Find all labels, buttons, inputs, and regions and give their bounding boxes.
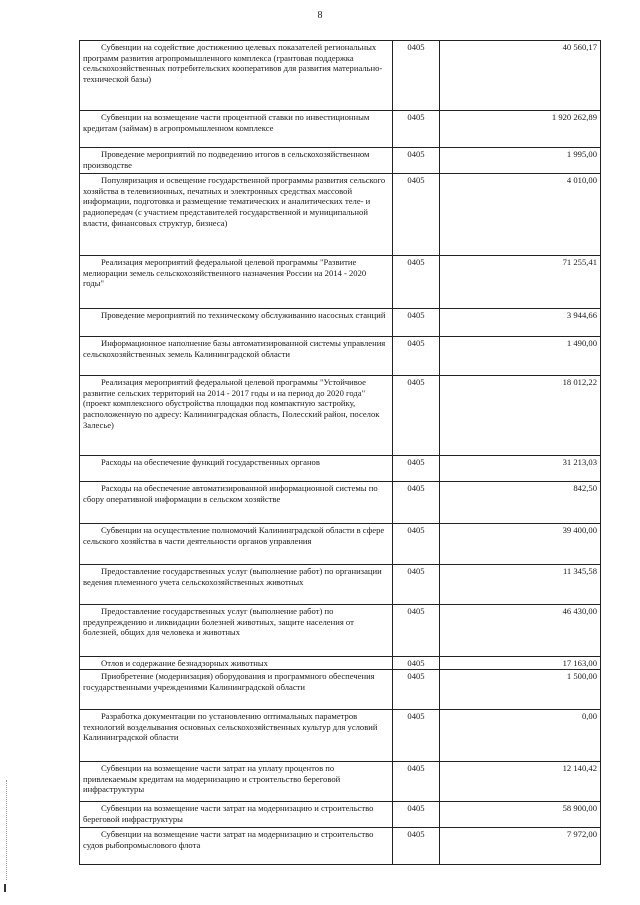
row-name-cell — [80, 670, 393, 710]
row-amount-cell: 4 010,00 — [440, 174, 601, 256]
budget-table — [79, 40, 601, 865]
row-name: Расходы на обеспечение автоматизированной информационной системы по сбору оперативной информации в сельском хозяйстве — [83, 483, 378, 504]
row-name: Субвенции на возмещение части затрат на уплату процентов по привлекаемым кредитам на модернизацию и строительство береговой инфраструктуры — [83, 763, 341, 795]
row-amount-cell: 17 163,00 — [440, 657, 601, 670]
row-name-cell — [80, 710, 393, 762]
row-amount-cell: 1 500,00 — [440, 670, 601, 710]
row-code-cell: 0405 — [393, 256, 440, 309]
row-name-cell — [80, 802, 393, 828]
row-name: Приобретение (модернизация) оборудования и программного обеспечения государственными учреждениями Калининградской области — [83, 671, 375, 692]
row-code-cell: 0405 — [393, 762, 440, 802]
margin-tick-mark — [4, 884, 6, 892]
page-number: 8 — [317, 10, 323, 21]
row-code-cell: 0405 — [393, 309, 440, 337]
row-amount-cell: 1 995,00 — [440, 148, 601, 174]
row-code-cell: 0405 — [393, 41, 440, 111]
table-row — [80, 828, 601, 865]
row-name: Расходы на обеспечение функций государственных органов — [101, 457, 320, 467]
row-code-cell: 0405 — [393, 456, 440, 482]
row-name-cell — [80, 828, 393, 865]
row-name-cell — [80, 41, 393, 111]
row-name-cell — [80, 482, 393, 524]
row-amount-cell: 3 944,66 — [440, 309, 601, 337]
row-name: Предоставление государственных услуг (выполнение работ) по предупреждению и ликвидации болезней животных, защите населения от болезней, общих для человека и животных — [83, 606, 354, 638]
row-code-cell: 0405 — [393, 337, 440, 376]
table-row — [80, 762, 601, 802]
row-name: Реализация мероприятий федеральной целевой программы "Устойчивое развитие сельских территорий на 2014 - 2017 годы и на период до 2020 года" (проект комплексного обустройства площадки под компактную застройку, расположенную по адресу: Калининградская область, Полесский район, поселок Залесье) — [83, 377, 380, 430]
row-amount-cell: 11 345,58 — [440, 565, 601, 605]
table-row — [80, 565, 601, 605]
row-name-cell — [80, 256, 393, 309]
row-name: Разработка документации по установлению оптимальных параметров технологий возделывания основных сельскохозяйственных культур для условий Калининградской области — [83, 711, 378, 743]
row-amount-cell: 39 400,00 — [440, 524, 601, 565]
row-name-cell — [80, 456, 393, 482]
table-row — [80, 657, 601, 670]
row-name-cell — [80, 148, 393, 174]
row-name-cell — [80, 524, 393, 565]
row-name: Популяризация и освещение государственной программы развития сельского хозяйства в телевизионных, печатных и электронных средствах массовой информации, подготовка и размещение тематических и аналитических теле- и радиопередач (с участием представителей государственной и муниципальной власти, финансовых структур, бизнеса) — [83, 175, 386, 228]
row-name: Предоставление государственных услуг (выполнение работ) по организации ведения племенного учета сельскохозяйственных животных — [83, 566, 382, 587]
row-name: Проведение мероприятий по подведению итогов в сельскохозяйственном производстве — [83, 149, 370, 170]
row-code-cell: 0405 — [393, 524, 440, 565]
row-name: Отлов и содержание безнадзорных животных — [101, 658, 268, 668]
row-name-cell — [80, 605, 393, 657]
row-amount-cell: 1 490,00 — [440, 337, 601, 376]
row-name: Субвенции на содействие достижению целевых показателей региональных программ развития агропромышленного комплекса (грантовая поддержка сельскохозяйственных потребительских кооперативов для развития материально-технической базы) — [83, 42, 383, 85]
row-name: Информационное наполнение базы автоматизированной системы управления сельскохозяйственных земель Калининградской области — [83, 338, 386, 359]
row-name-cell — [80, 657, 393, 670]
row-name-cell — [80, 309, 393, 337]
row-code-cell: 0405 — [393, 802, 440, 828]
table-row — [80, 256, 601, 309]
row-code-cell: 0405 — [393, 174, 440, 256]
row-amount-cell: 12 140,42 — [440, 762, 601, 802]
table-row — [80, 605, 601, 657]
margin-dotted-line — [6, 780, 10, 880]
table-row — [80, 376, 601, 456]
table-row — [80, 456, 601, 482]
row-amount-cell: 71 255,41 — [440, 256, 601, 309]
row-code-cell: 0405 — [393, 482, 440, 524]
row-code-cell: 0405 — [393, 376, 440, 456]
row-name-cell — [80, 174, 393, 256]
row-name: Проведение мероприятий по техническому обслуживанию насосных станций — [101, 310, 386, 320]
row-code-cell: 0405 — [393, 148, 440, 174]
row-code-cell: 0405 — [393, 605, 440, 657]
row-name: Реализация мероприятий федеральной целевой программы "Развитие мелиорации земель сельскохозяйственного назначения России на 2014 - 2020 годы" — [83, 257, 367, 289]
table-row — [80, 41, 601, 111]
row-amount-cell: 31 213,03 — [440, 456, 601, 482]
table-row — [80, 337, 601, 376]
row-code-cell: 0405 — [393, 828, 440, 865]
row-amount-cell: 1 920 262,89 — [440, 111, 601, 148]
row-name-cell — [80, 111, 393, 148]
row-name: Субвенции на осуществление полномочий Калининградской области в сфере сельского хозяйства в части деятельности органов управления — [83, 525, 385, 546]
row-name-cell — [80, 762, 393, 802]
row-name: Субвенции на возмещение части процентной ставки по инвестиционным кредитам (займам) в агропромышленном комплексе — [83, 112, 370, 133]
table-row — [80, 482, 601, 524]
row-code-cell: 0405 — [393, 111, 440, 148]
table-row — [80, 524, 601, 565]
row-amount-cell: 40 560,17 — [440, 41, 601, 111]
table-row — [80, 309, 601, 337]
row-name-cell — [80, 337, 393, 376]
row-amount-cell: 58 900,00 — [440, 802, 601, 828]
table-row — [80, 148, 601, 174]
row-amount-cell: 0,00 — [440, 710, 601, 762]
row-name-cell — [80, 376, 393, 456]
row-amount-cell: 7 972,00 — [440, 828, 601, 865]
row-name-cell — [80, 565, 393, 605]
row-amount-cell: 842,50 — [440, 482, 601, 524]
table-row — [80, 174, 601, 256]
table-row — [80, 111, 601, 148]
row-code-cell: 0405 — [393, 565, 440, 605]
table-row — [80, 710, 601, 762]
row-code-cell: 0405 — [393, 670, 440, 710]
row-code-cell: 0405 — [393, 710, 440, 762]
table-row — [80, 670, 601, 710]
row-amount-cell: 46 430,00 — [440, 605, 601, 657]
table-row — [80, 802, 601, 828]
row-amount-cell: 18 012,22 — [440, 376, 601, 456]
row-name: Субвенции на возмещение части затрат на модернизацию и строительство судов рыбопромыслового флота — [83, 829, 374, 850]
row-name: Субвенции на возмещение части затрат на модернизацию и строительство береговой инфраструктуры — [83, 803, 374, 824]
row-code-cell: 0405 — [393, 657, 440, 670]
